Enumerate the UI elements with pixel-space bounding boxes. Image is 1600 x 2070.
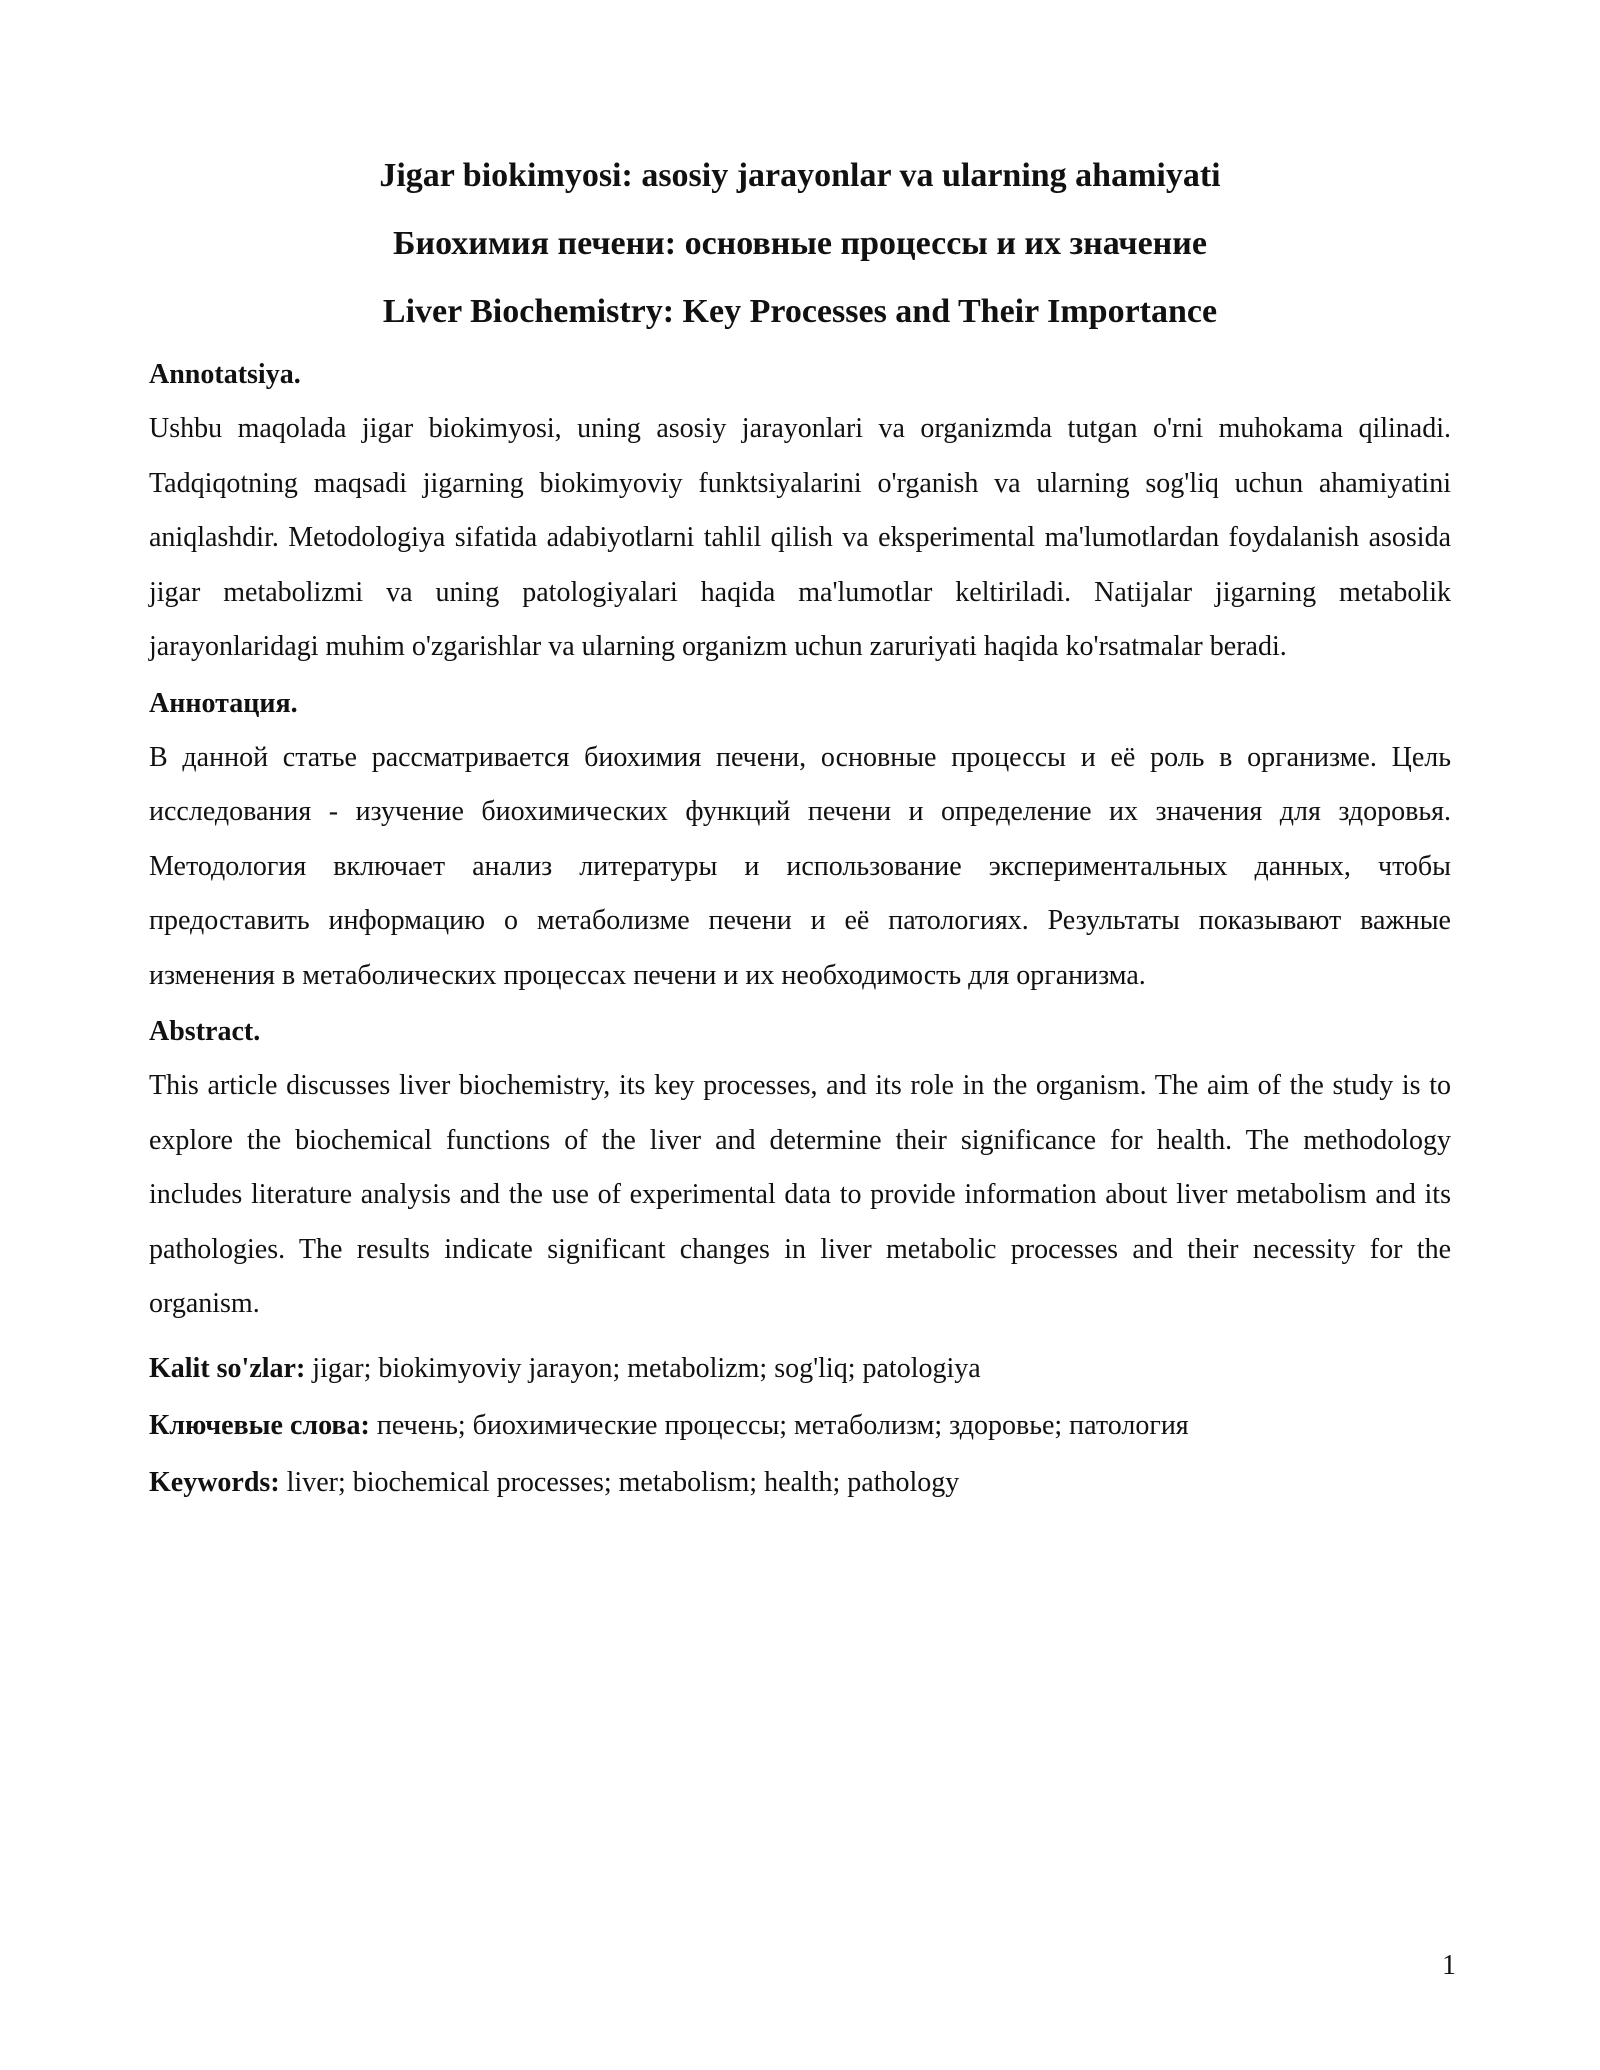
annotation-ru-text: В данной статье рассматривается биохимия печени, основные процессы и её роль в организме. Цель исследования - изучение биохимических функций печени и определение их значения для здоровья. Методология включает анализ литературы и использование экспериментальных данных, чтобы предоставить информацию о метаболизме печени и её патологиях. Результаты показывают важные изменения в метаболических процессах печени и их необходимость для организма. (149, 741, 1451, 991)
page-number: 1 (1442, 1950, 1456, 1981)
keywords-ru-label: Ключевые слова: (149, 1409, 370, 1441)
keywords-uz-label: Kalit so'zlar: (149, 1352, 306, 1384)
keywords-uz-line (149, 1340, 1451, 1397)
keywords-ru-text: печень; биохимические процессы; метаболизм; здоровье; патология (369, 1409, 1189, 1441)
abstract-en-heading: Abstract. (149, 1016, 261, 1047)
title-russian: Биохимия печени: основные процессы и их значение (393, 225, 1207, 262)
title-english: Liver Biochemistry: Key Processes and Their Importance (382, 293, 1218, 330)
annotation-uz-text: Ushbu maqolada jigar biokimyosi, uning asosiy jarayonlari va organizmda tutgan o'rni muhokama qilinadi. Tadqiqotning maqsadi jigarning biokimyoviy funktsiyalarini o'rganish va ularning sog'liq uchun ahamiyatini aniqlashdir. Metodologiya sifatida adabiyotlarni tahlil qilish va eksperimental ma'lumotlardan foydalanish asosida jigar metabolizmi va uning patologiyalari haqida ma'lumotlar keltiriladi. Natijalar jigarning metabolik jarayonlaridagi muhim o'zgarishlar va ularning organizm uchun zaruriyati haqida ko'rsatmalar beradi. (149, 413, 1451, 662)
keywords-ru-line (149, 1397, 1451, 1454)
keywords-en-line (149, 1454, 1451, 1511)
annotation-uz-heading: Annotatsiya. (149, 359, 301, 390)
page-content (149, 142, 1451, 1511)
keywords-en-label: Keywords: (149, 1466, 280, 1498)
keywords-uz-text: jigar; biokimyoviy jarayon; metabolizm; sog'liq; patologiya (305, 1352, 981, 1384)
title-uzbek: Jigar biokimyosi: asosiy jarayonlar va ularning ahamiyati (379, 157, 1221, 194)
abstract-en-text: This article discusses liver biochemistry, its key processes, and its role in the organism. The aim of the study is to explore the biochemical functions of the liver and determine their significance for health. The methodology includes literature analysis and the use of experimental data to provide information about liver metabolism and its pathologies. The results indicate significant changes in liver metabolic processes and their necessity for the organism. (149, 1070, 1451, 1319)
keywords-en-text: liver; biochemical processes; metabolism; health; pathology (279, 1466, 960, 1498)
annotation-ru-heading: Аннотация. (149, 687, 298, 719)
